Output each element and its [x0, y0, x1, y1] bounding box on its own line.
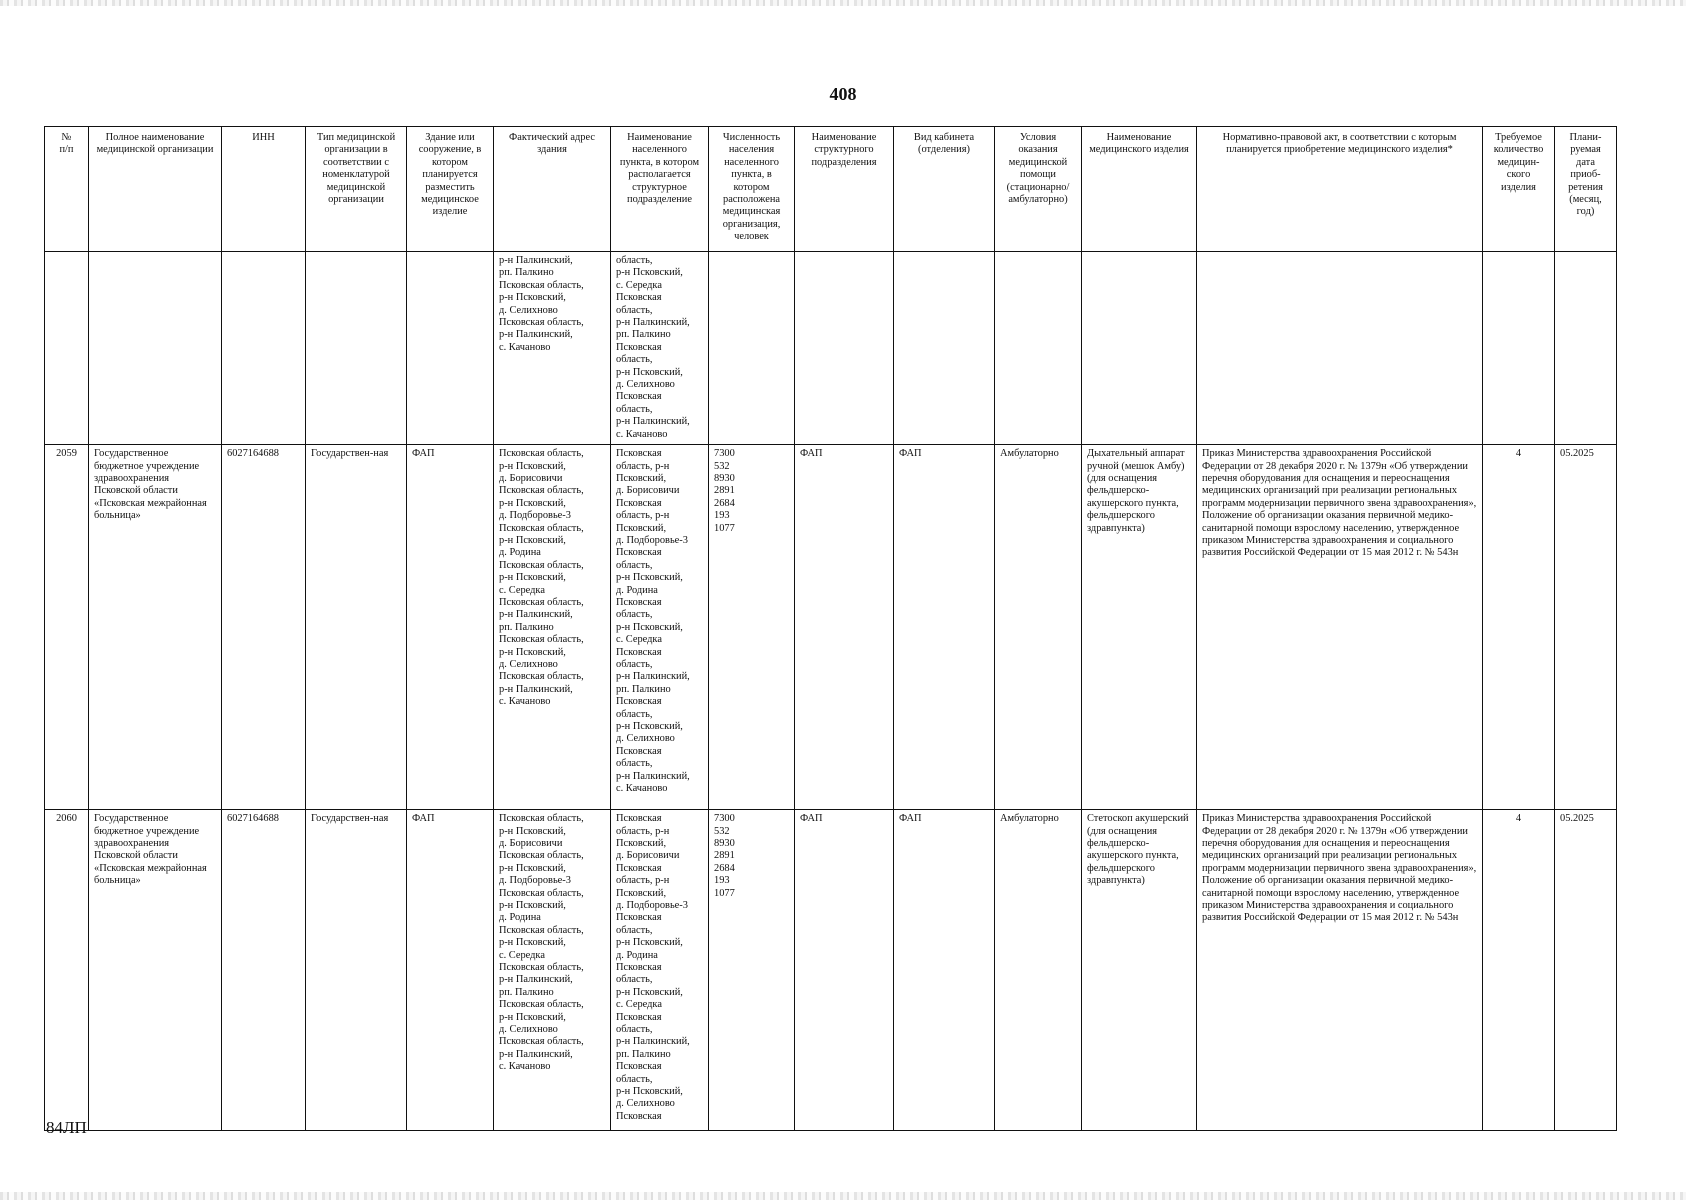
- cell-population: 7300 532 8930 2891 2684 193 1077: [709, 810, 795, 1131]
- cell-empty: [1082, 252, 1197, 445]
- cell-conditions: Амбулаторно: [995, 810, 1082, 1131]
- cell-num: 2060: [45, 810, 89, 1131]
- header-building: Здание или сооружение, в котором планируется разместить медицинское изделие: [407, 127, 494, 252]
- cell-address: р-н Палкинский, рп. Палкино Псковская область, р-н Псковский, д. Селихново Псковская область, р-н Палкинский, с. Качаново: [494, 252, 611, 445]
- cell-empty: [709, 252, 795, 445]
- cell-empty: [995, 252, 1082, 445]
- cell-empty: [89, 252, 222, 445]
- cell-empty: [407, 252, 494, 445]
- cell-num: 2059: [45, 445, 89, 810]
- table-row: [45, 445, 1617, 810]
- table-row-continuation: [45, 252, 1617, 445]
- header-address: Фактический адрес здания: [494, 127, 611, 252]
- cell-empty: [1483, 252, 1555, 445]
- header-unit: Наименование структурного подразделения: [795, 127, 894, 252]
- cell-org-type: Государствен-ная: [306, 810, 407, 1131]
- equipment-table: [44, 126, 1617, 1131]
- cell-empty: [222, 252, 306, 445]
- header-legal-act: Нормативно-правовой акт, в соответствии с которым планируется приобретение медицинского изделия*: [1197, 127, 1483, 252]
- header-device: Наименование медицинского изделия: [1082, 127, 1197, 252]
- header-date: Плани-руемая дата приоб-ретения (месяц, год): [1555, 127, 1617, 252]
- cell-empty: [306, 252, 407, 445]
- cell-device: Стетоскоп акушерский (для оснащения фельдшерско-акушерского пункта, фельдшерского здравпункта): [1082, 810, 1197, 1131]
- cell-settlement: область, р-н Псковский, с. Середка Псковская область, р-н Палкинский, рп. Палкино Псковская область, р-н Псковский, д. Селихново Псковская область, р-н Палкинский, с. Качаново: [611, 252, 709, 445]
- scan-edge-bottom: [0, 1192, 1686, 1200]
- cell-building: ФАП: [407, 810, 494, 1131]
- cell-org-name: Государственное бюджетное учреждение здравоохранения Псковской области «Псковская межрайонная больница»: [89, 810, 222, 1131]
- cell-legal-act: Приказ Министерства здравоохранения Российской Федерации от 28 декабря 2020 г. № 1379н «Об утверждении перечня оборудования для оснащения и переоснащения медицинских организаций при реализации региональных программ модернизации первичного звена здравоохранения», Положение об организации оказания первичной медико-санитарной помощи взрослому населению, утвержденное приказом Министерства здравоохранения и социального развития Российской Федерации от 15 мая 2012 г. № 543н: [1197, 810, 1483, 1131]
- cell-conditions: Амбулаторно: [995, 445, 1082, 810]
- cell-unit: ФАП: [795, 810, 894, 1131]
- document-footer-code: 84ЛП: [46, 1118, 87, 1137]
- cell-empty: [795, 252, 894, 445]
- table-row: [45, 810, 1617, 1131]
- cell-quantity: 4: [1483, 445, 1555, 810]
- cell-empty: [894, 252, 995, 445]
- cell-date: 05.2025: [1555, 810, 1617, 1131]
- cell-inn: 6027164688: [222, 445, 306, 810]
- cell-legal-act: Приказ Министерства здравоохранения Российской Федерации от 28 декабря 2020 г. № 1379н «Об утверждении перечня оборудования для оснащения и переоснащения медицинских организаций при реализации региональных программ модернизации первичного звена здравоохранения», Положение об организации оказания первичной медико-санитарной помощи взрослому населению, утвержденное приказом Министерства здравоохранения и социального развития Российской Федерации от 15 мая 2012 г. № 543н: [1197, 445, 1483, 810]
- cell-address: Псковская область, р-н Псковский, д. Борисовичи Псковская область, р-н Псковский, д. Подборовье-3 Псковская область, р-н Псковский, д. Родина Псковская область, р-н Псковский, с. Середка Псковская область, р-н Палкинский, рп. Палкино Псковская область, р-н Псковский, д. Селихново Псковская область, р-н Палкинский, с. Качаново: [494, 810, 611, 1131]
- cell-org-name: Государственное бюджетное учреждение здравоохранения Псковской области «Псковская межрайонная больница»: [89, 445, 222, 810]
- table-header-row: [45, 127, 1617, 252]
- cell-inn: 6027164688: [222, 810, 306, 1131]
- header-conditions: Условия оказания медицинской помощи (стационарно/ амбулаторно): [995, 127, 1082, 252]
- cell-cabinet: ФАП: [894, 810, 995, 1131]
- cell-building: ФАП: [407, 445, 494, 810]
- cell-quantity: 4: [1483, 810, 1555, 1131]
- cell-date: 05.2025: [1555, 445, 1617, 810]
- cell-empty: [1197, 252, 1483, 445]
- cell-settlement: Псковская область, р-н Псковский, д. Борисовичи Псковская область, р-н Псковский, д. Подборовье-3 Псковская область, р-н Псковский, д. Родина Псковская область, р-н Псковский, с. Середка Псковская область, р-н Палкинский, рп. Палкино Псковская область, р-н Псковский, д. Селихново Псковская область, р-н Палкинский, с. Качаново: [611, 445, 709, 810]
- cell-unit: ФАП: [795, 445, 894, 810]
- scan-edge-top: [0, 0, 1686, 6]
- header-cabinet: Вид кабинета (отделения): [894, 127, 995, 252]
- cell-org-type: Государствен-ная: [306, 445, 407, 810]
- cell-cabinet: ФАП: [894, 445, 995, 810]
- cell-device: Дыхательный аппарат ручной (мешок Амбу) (для оснащения фельдшерско-акушерского пункта, фельдшерского здравпункта): [1082, 445, 1197, 810]
- header-org-name: Полное наименование медицинской организации: [89, 127, 222, 252]
- cell-population: 7300 532 8930 2891 2684 193 1077: [709, 445, 795, 810]
- page-number: 408: [829, 84, 857, 104]
- header-org-type: Тип медицинской организации в соответствии с номенклатурой медицинской организации: [306, 127, 407, 252]
- header-num: № п/п: [45, 127, 89, 252]
- header-quantity: Требуемое количество медицин-ского изделия: [1483, 127, 1555, 252]
- cell-empty: [1555, 252, 1617, 445]
- cell-settlement: Псковская область, р-н Псковский, д. Борисовичи Псковская область, р-н Псковский, д. Подборовье-3 Псковская область, р-н Псковский, д. Родина Псковская область, р-н Псковский, с. Середка Псковская область, р-н Палкинский, рп. Палкино Псковская область, р-н Псковский, д. Селихново Псковская: [611, 810, 709, 1131]
- cell-empty: [45, 252, 89, 445]
- header-population: Численность населения населенного пункта, в котором расположена медицинская организация, человек: [709, 127, 795, 252]
- cell-address: Псковская область, р-н Псковский, д. Борисовичи Псковская область, р-н Псковский, д. Подборовье-3 Псковская область, р-н Псковский, д. Родина Псковская область, р-н Псковский, с. Середка Псковская область, р-н Палкинский, рп. Палкино Псковская область, р-н Псковский, д. Селихново Псковская область, р-н Палкинский, с. Качаново: [494, 445, 611, 810]
- header-settlement: Наименование населенного пункта, в котором располагается структурное подразделение: [611, 127, 709, 252]
- header-inn: ИНН: [222, 127, 306, 252]
